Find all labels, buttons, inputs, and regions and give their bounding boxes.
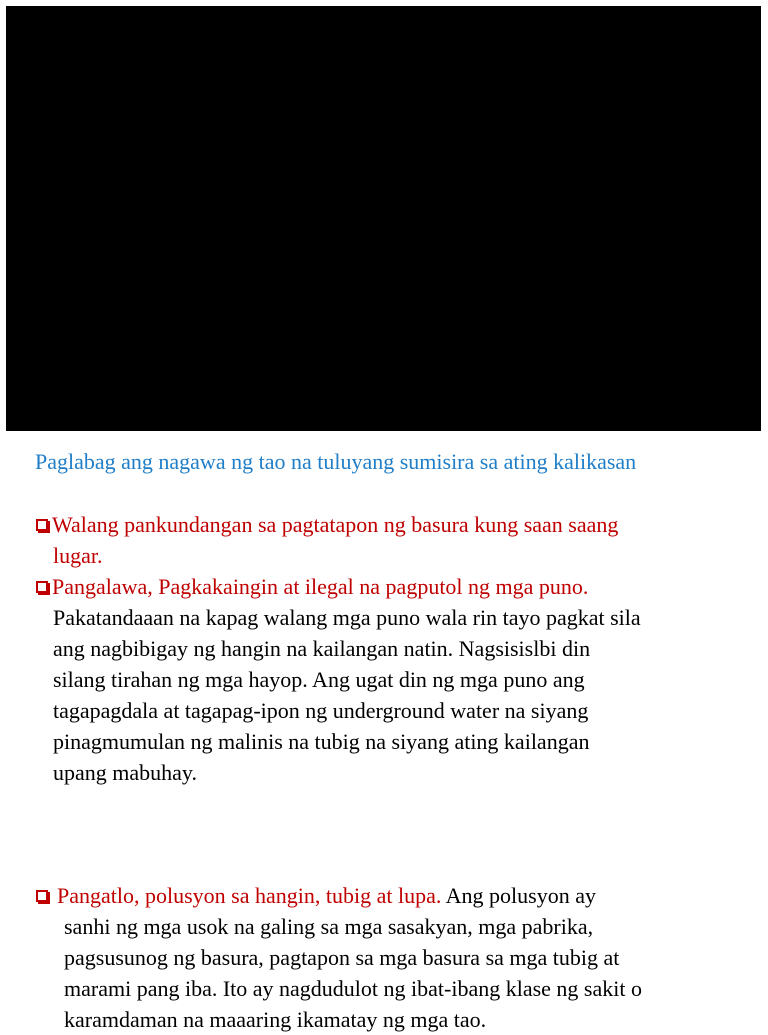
bullet-item-2-body-1: Pakatandaaan na kapag walang mga puno wala rin tayo pagkat sila — [53, 605, 641, 630]
bullet-item-3-body-1: sanhi ng mga usok na galing sa mga sasakyan, mga pabrika, — [64, 914, 594, 939]
bullet-item-1 — [36, 509, 618, 571]
bullet-item-3-body-2: pagsusunog ng basura, pagtapon sa mga basura sa mga tubig at — [64, 945, 620, 970]
black-image-area — [6, 6, 761, 431]
bullet-item-2-body-2: ang nagbibigay ng hangin na kailangan natin. Nagsisislbi din — [53, 636, 591, 661]
bullet-item-3-body-4: karamdaman na maaaring ikamatay ng mga tao. — [64, 1007, 487, 1032]
bullet-item-1-line-1: Walang pankundangan sa pagtatapon ng basura kung saan saang — [36, 509, 618, 540]
bullet-item-1-line-2: lugar. — [53, 543, 103, 568]
checkbox-bullet-icon — [36, 519, 48, 531]
bullet-item-2-title: Pangalawa, Pagkakaingin at ilegal na pagputol ng mga puno. — [36, 571, 641, 602]
bullet-item-2-body-5: pinagmumulan ng malinis na tubig na siyang ating kailangan — [53, 729, 590, 754]
checkbox-bullet-icon — [36, 581, 48, 593]
bullet-item-3-title: Pangatlo, polusyon sa hangin, tubig at lupa. Ang polusyon ay — [36, 880, 642, 911]
bullet-item-2-body-4: tagapagdala at tagapag-ipon ng underground water na siyang — [53, 698, 589, 723]
bullet-item-2 — [36, 571, 641, 788]
bullet-item-2-body-3: silang tirahan ng mga hayop. Ang ugat din ng mga puno ang — [53, 667, 585, 692]
slide-heading: Paglabag ang nagawa ng tao na tuluyang sumisira sa ating kalikasan — [35, 449, 637, 474]
checkbox-bullet-icon — [36, 890, 48, 902]
bullet-item-2-body-6: upang mabuhay. — [53, 760, 197, 785]
bullet-item-3 — [36, 880, 642, 1035]
bullet-item-3-body-3: marami pang iba. Ito ay nagdudulot ng ibat-ibang klase ng sakit o — [64, 976, 642, 1001]
